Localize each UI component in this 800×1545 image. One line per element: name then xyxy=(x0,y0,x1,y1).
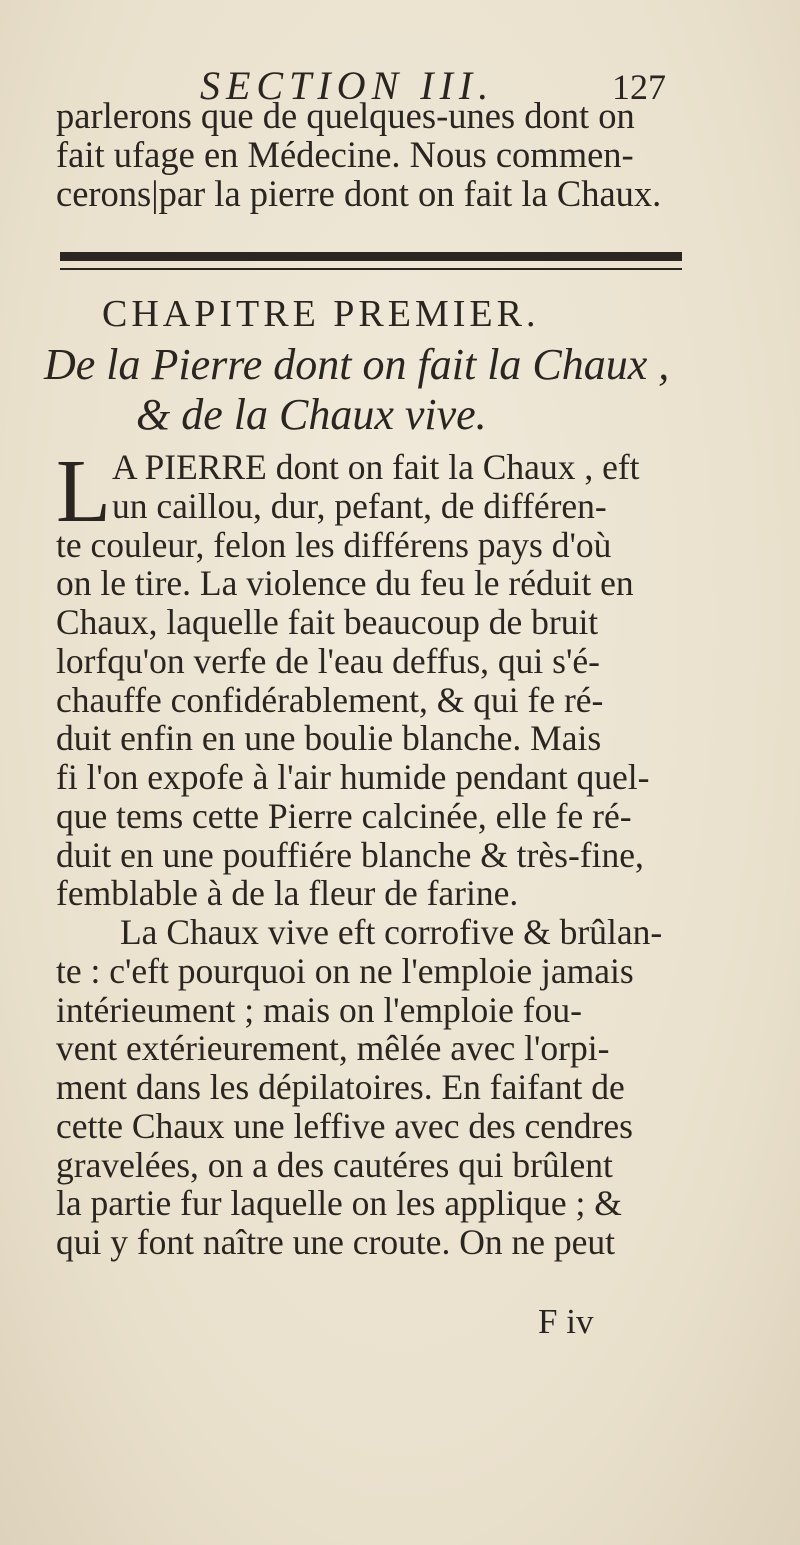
body-text xyxy=(56,442,756,1262)
text-line: fait ufage en Médecine. Nous commen- xyxy=(56,134,634,175)
text-line: vent extérieurement, mêlée avec l'orpi- xyxy=(56,1028,610,1069)
text-line: on le tire. La violence du feu le réduit en xyxy=(56,563,634,604)
text-line: la partie fur laquelle on les applique ; & xyxy=(56,1183,622,1224)
text-line: chauffe confidérablement, & qui fe ré- xyxy=(56,679,604,720)
text-line: intérieument ; mais on l'emploie fou- xyxy=(56,989,582,1030)
intro-paragraph xyxy=(56,96,746,213)
text-line: fi l'on expofe à l'air humide pendant quel- xyxy=(56,757,650,797)
chapter-heading: CHAPITRE PREMIER. xyxy=(102,293,540,335)
text-line: gravelées, on a des cautéres qui brûlent xyxy=(56,1144,613,1185)
text-line: parlerons que de quelques-unes dont on xyxy=(56,95,635,136)
chapter-subtitle-line: & de la Chaux vive. xyxy=(136,390,487,439)
drop-cap: L xyxy=(56,442,111,541)
page-number: 127 xyxy=(612,67,666,107)
chapter-subtitle-line: De la Pierre dont on fait la Chaux , xyxy=(44,340,670,389)
text-line: qui y font naître une croute. On ne peut xyxy=(56,1222,615,1262)
text-line: ment dans les dépilatoires. En faifant de xyxy=(56,1067,625,1107)
text-line: duit enfin en une boulie blanche. Mais xyxy=(56,718,602,759)
text-line: A PIERRE dont on fait la Chaux , eft xyxy=(112,447,640,487)
text-line: cette Chaux une leffive avec des cendres xyxy=(56,1105,633,1146)
text-line: femblable à de la fleur de farine. xyxy=(56,873,519,914)
text-line: Chaux, laquelle fait beaucoup de bruit xyxy=(56,602,599,642)
text-line: te couleur, felon les différens pays d'où xyxy=(56,524,612,565)
text-line: un caillou, dur, pefant, de différen- xyxy=(112,485,607,526)
chapter-divider-thin xyxy=(60,268,682,270)
signature-mark: F iv xyxy=(538,1302,594,1341)
chapter-divider-thick xyxy=(60,252,682,261)
text-line: lorfqu'on verfe de l'eau deffus, qui s'é- xyxy=(56,640,600,681)
running-title: SECTION III. xyxy=(200,63,495,108)
text-line: cerons|par la pierre dont on fait la Chaux. xyxy=(56,173,662,214)
text-line: duit en une pouffiére blanche & très-fine, xyxy=(56,834,644,875)
text-line: La Chaux vive eft corrofive & brûlan- xyxy=(120,912,663,952)
text-line: que tems cette Pierre calcinée, elle fe ré- xyxy=(56,795,632,836)
text-line: te : c'eft pourquoi on ne l'emploie jamais xyxy=(56,950,634,991)
